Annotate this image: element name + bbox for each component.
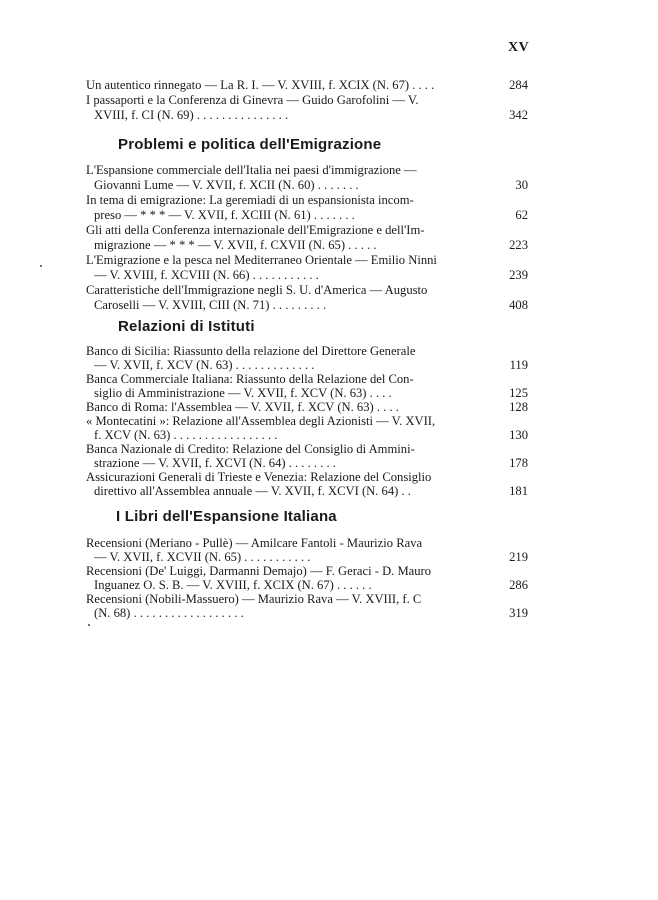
entry-line: direttivo all'Assemblea annuale — V. XVII, f. XCVI (N. 64) . . [94,484,411,498]
entry-line: Banco di Roma: l'Assemblea — V. XVII, f. XCV (N. 63) . . . . [86,400,399,414]
entry-page-number: 181 [509,484,528,498]
entry-line: XVIII, f. CI (N. 69) . . . . . . . . . . . . . . . [94,108,289,122]
entry-line: strazione — V. XVII, f. XCVI (N. 64) . . . . . . . . [94,456,336,470]
entry-page-number: 62 [515,208,528,222]
entry-line: Banca Commerciale Italiana: Riassunto della Relazione del Con- [86,372,414,386]
entry-line: « Montecatini »: Relazione all'Assemblea degli Azionisti — V. XVII, [86,414,436,428]
entry-page-number: 319 [509,606,528,620]
entry-line: migrazione — * * * — V. XVII, f. CXVII (N. 65) . . . . . [94,238,377,252]
section-heading: Relazioni di Istituti [118,318,255,335]
entry-line: L'Emigrazione e la pesca nel Mediterraneo Orientale — Emilio Ninni [86,253,437,267]
entry-line: f. XCV (N. 63) . . . . . . . . . . . . . . . . . [94,428,278,442]
entry-line: Un autentico rinnegato — La R. I. — V. XVIII, f. XCIX (N. 67) . . . . [86,78,435,92]
entry-line: Caratteristiche dell'Immigrazione negli S. U. d'America — Augusto [86,283,428,297]
section-heading: I Libri dell'Espansione Italiana [116,508,337,525]
entry-line: Caroselli — V. XVIII, CIII (N. 71) . . . . . . . . . [94,298,327,312]
entry-line: Gli atti della Conferenza internazionale dell'Emigrazione e dell'Im- [86,223,425,237]
entry-page-number: 125 [509,386,528,400]
entry-line: siglio di Amministrazione — V. XVII, f. XCV (N. 63) . . . . [94,386,392,400]
entry-line: — V. XVII, f. XCV (N. 63) . . . . . . . . . . . . . [94,358,315,372]
entry-line: — V. XVIII, f. XCVIII (N. 66) . . . . . . . . . . . [94,268,319,282]
entry-page-number: 223 [509,238,528,252]
entry-line: Giovanni Lume — V. XVII, f. XCII (N. 60) . . . . . . . [94,178,359,192]
entry-line: (N. 68) . . . . . . . . . . . . . . . . . . [94,606,244,620]
scan-speck [40,265,42,267]
entry-page-number: 284 [509,78,528,92]
entry-page-number: 239 [509,268,528,282]
entry-line: Banco di Sicilia: Riassunto della relazione del Direttore Generale [86,344,416,358]
entry-page-number: 408 [509,298,528,312]
entry-line: Recensioni (Meriano - Pullè) — Amilcare Fantoli - Maurizio Rava [86,536,423,550]
entry-page-number: 286 [509,578,528,592]
entry-line: preso — * * * — V. XVII, f. XCIII (N. 61) . . . . . . . [94,208,355,222]
entry-line: — V. XVII, f. XCVII (N. 65) . . . . . . . . . . . [94,550,311,564]
entry-page-number: 119 [509,358,528,372]
entry-page-number: 178 [509,456,528,470]
entry-page-number: 219 [509,550,528,564]
entry-line: In tema di emigrazione: La geremiadi di un espansionista incom- [86,193,414,207]
entry-line: Assicurazioni Generali di Trieste e Venezia: Relazione del Consiglio [86,470,432,484]
entry-line: I passaporti e la Conferenza di Ginevra — Guido Garofolini — V. [86,93,419,107]
entry-page-number: 130 [509,428,528,442]
section-heading: Problemi e politica dell'Emigrazione [118,136,382,153]
scan-speck [88,624,90,626]
entry-line: Recensioni (De' Luiggi, Darmanni Demajo) — F. Geraci - D. Mauro [86,564,432,578]
entry-line: Inguanez O. S. B. — V. XVIII, f. XCIX (N. 67) . . . . . . [94,578,372,592]
entry-line: Recensioni (Nobili-Massuero) — Maurizio Rava — V. XVIII, f. C [86,592,422,606]
entry-line: Banca Nazionale di Credito: Relazione del Consiglio di Ammini- [86,442,415,456]
entry-page-number: 128 [509,400,528,414]
entry-page-number: 342 [509,108,528,122]
entry-line: L'Espansione commerciale dell'Italia nei paesi d'immigrazione — [86,163,417,177]
page-folio: XV [508,40,530,55]
entry-page-number: 30 [515,178,528,192]
